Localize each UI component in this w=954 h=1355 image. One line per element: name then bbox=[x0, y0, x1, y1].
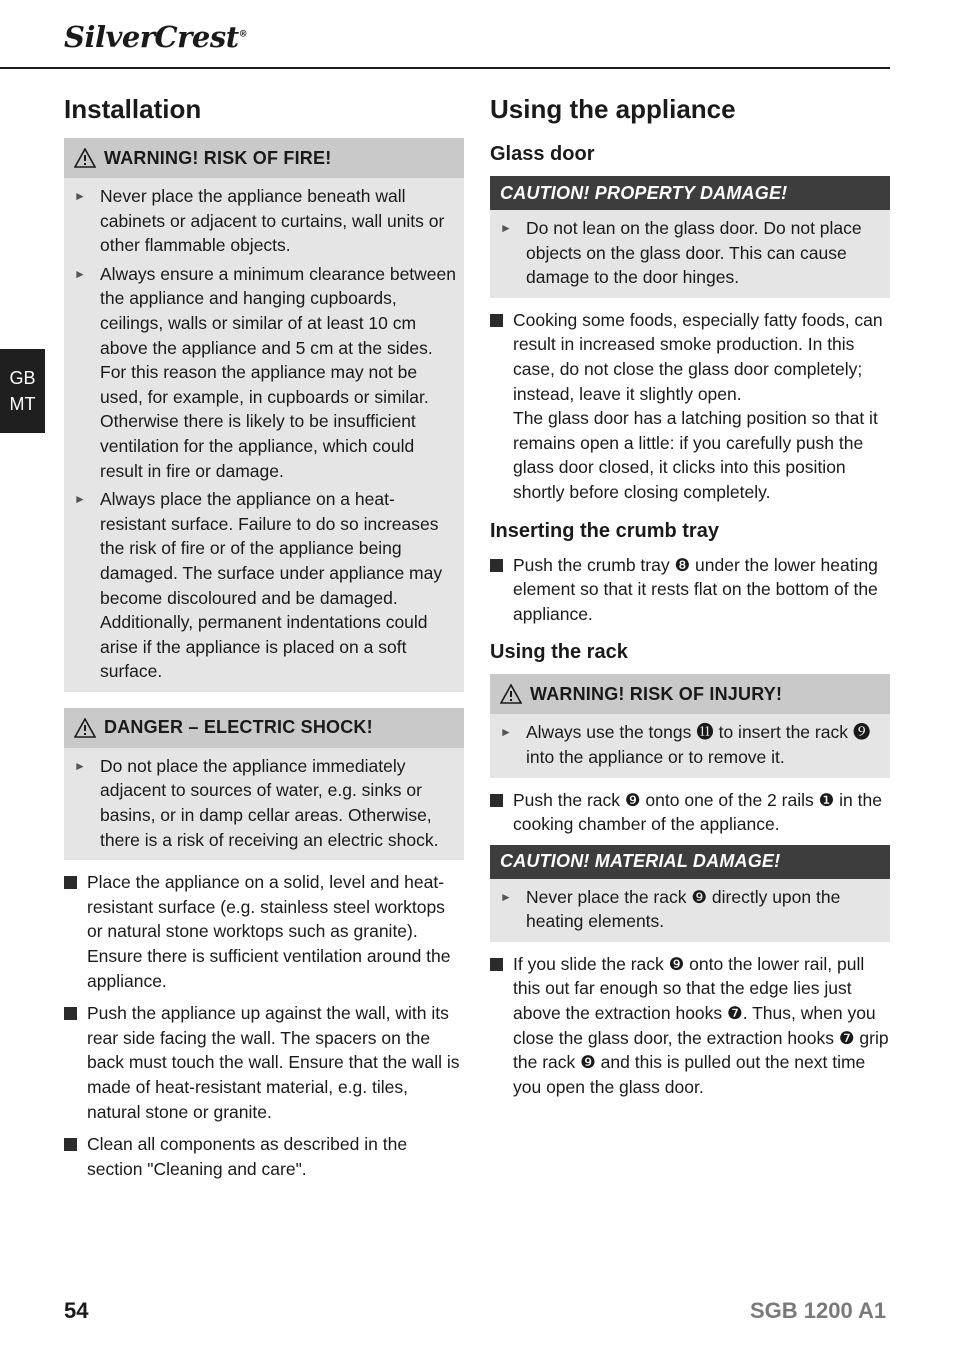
subheading-crumb-tray: Inserting the crumb tray bbox=[490, 519, 719, 542]
installation-column bbox=[64, 90, 464, 1189]
section-title-using: Using the appliance bbox=[490, 94, 736, 124]
list-item: ► Always ensure a minimum clearance between the appliance and hanging cupboards, ceilings, walls or similar of at least 10 cm above the appliance and 5 cm at the sides. For this reason the appliance may not be used, for example, in cupboards or similar. Otherwise there is likely to be insufficient ventilation for the appliance, which could result in fire or damage. bbox=[74, 262, 456, 483]
warning-fire-heading bbox=[64, 138, 464, 178]
step-item: Push the rack ❾ onto one of the 2 rails ❶ in the cooking chamber of the appliance. bbox=[490, 788, 890, 837]
arrow-bullet-icon: ► bbox=[74, 492, 86, 507]
section-title-installation: Installation bbox=[64, 94, 202, 124]
language-code-gb: GB bbox=[9, 368, 36, 388]
step-item: Cooking some foods, especially fatty foods, can result in increased smoke production. In this case, do not close the glass door completely; instead, leave it slightly open. The glass door has a latching position so that it remains open a little: if you carefully push the glass door closed, it clicks into this position shortly before closing completely. bbox=[490, 308, 890, 505]
language-tab bbox=[0, 349, 45, 433]
warning-triangle-icon bbox=[500, 684, 522, 704]
square-bullet-icon bbox=[64, 1007, 77, 1020]
danger-shock-panel bbox=[64, 708, 464, 860]
step-item: If you slide the rack ❾ onto the lower rail, pull this out far enough so that the edge lies just above the extraction hooks ❼. Thus, when you close the glass door, the extraction hooks ❼ grip the rack ❾ and this is pulled out the next time you open the glass door. bbox=[490, 952, 890, 1100]
caution-material-heading: CAUTION! MATERIAL DAMAGE! bbox=[490, 845, 890, 879]
arrow-bullet-icon: ► bbox=[500, 221, 512, 235]
square-bullet-icon bbox=[490, 958, 503, 971]
warning-triangle-icon bbox=[74, 718, 96, 738]
warning-triangle-icon bbox=[74, 148, 96, 168]
square-bullet-icon bbox=[490, 314, 503, 327]
danger-shock-label: DANGER – ELECTRIC SHOCK! bbox=[104, 717, 373, 738]
list-item: ► Do not place the appliance immediately adjacent to sources of water, e.g. sinks or basins, or in damp cellar areas. Otherwise, there is a risk of receiving an electric shock. bbox=[74, 754, 456, 852]
step-item: Push the appliance up against the wall, with its rear side facing the wall. The spacers on the back must touch the wall. Ensure that the wall is made of heat-resistant material, e.g. tiles, natural stone or granite. bbox=[64, 1001, 464, 1124]
step-item: Place the appliance on a solid, level and heat-resistant surface (e.g. stainless steel worktops or natural stone worktops such as granite). Ensure there is sufficient ventilation around the appliance. bbox=[64, 870, 464, 993]
warning-injury-label: WARNING! RISK OF INJURY! bbox=[530, 683, 783, 704]
arrow-bullet-icon: ► bbox=[74, 266, 86, 281]
square-bullet-icon bbox=[490, 559, 503, 572]
list-item: ► Never place the appliance beneath wall cabinets or adjacent to curtains, wall units or other flammable objects. bbox=[74, 184, 456, 258]
danger-shock-heading bbox=[64, 708, 464, 748]
list-item: ► Always place the appliance on a heat-resistant surface. Failure to do so increases the risk of fire or of the appliance being damaged. The surface under appliance may become discoloured and be damaged. Additionally, permanent indentations could arise if the appliance is placed on a soft surface. bbox=[74, 487, 456, 684]
header-rule bbox=[0, 67, 890, 69]
arrow-bullet-icon: ► bbox=[500, 889, 512, 904]
square-bullet-icon bbox=[490, 794, 503, 807]
model-number: SGB 1200 A1 bbox=[750, 1298, 887, 1323]
warning-injury-panel bbox=[490, 674, 890, 777]
step-item: Push the crumb tray ❽ under the lower heating element so that it rests flat on the bottom of the appliance. bbox=[490, 553, 890, 627]
caution-material-panel bbox=[490, 845, 890, 942]
brand-logo: SilverCrest® bbox=[64, 20, 248, 54]
square-bullet-icon bbox=[64, 876, 77, 889]
caution-property-heading: CAUTION! PROPERTY DAMAGE! bbox=[490, 176, 890, 210]
arrow-bullet-icon: ► bbox=[500, 725, 512, 740]
language-code-mt: MT bbox=[9, 394, 36, 414]
list-item: ► Do not lean on the glass door. Do not place objects on the glass door. This can cause damage to the door hinges. bbox=[500, 216, 882, 290]
step-item: Clean all components as described in the section "Cleaning and care". bbox=[64, 1132, 464, 1181]
subheading-glass-door: Glass door bbox=[490, 143, 595, 165]
warning-injury-heading bbox=[490, 674, 890, 714]
arrow-bullet-icon: ► bbox=[74, 758, 86, 773]
subheading-rack: Using the rack bbox=[490, 641, 628, 664]
page-number: 54 bbox=[64, 1298, 89, 1323]
list-item: ► Always use the tongs ⓫ to insert the rack ❾ into the appliance or to remove it. bbox=[500, 720, 882, 769]
using-appliance-column bbox=[490, 90, 890, 1107]
warning-fire-panel bbox=[64, 138, 464, 692]
list-item: ► Never place the rack ❾ directly upon the heating elements. bbox=[500, 885, 882, 934]
caution-property-panel bbox=[490, 176, 890, 298]
warning-fire-label: WARNING! RISK OF FIRE! bbox=[104, 147, 332, 168]
square-bullet-icon bbox=[64, 1138, 77, 1151]
arrow-bullet-icon: ► bbox=[74, 189, 86, 203]
